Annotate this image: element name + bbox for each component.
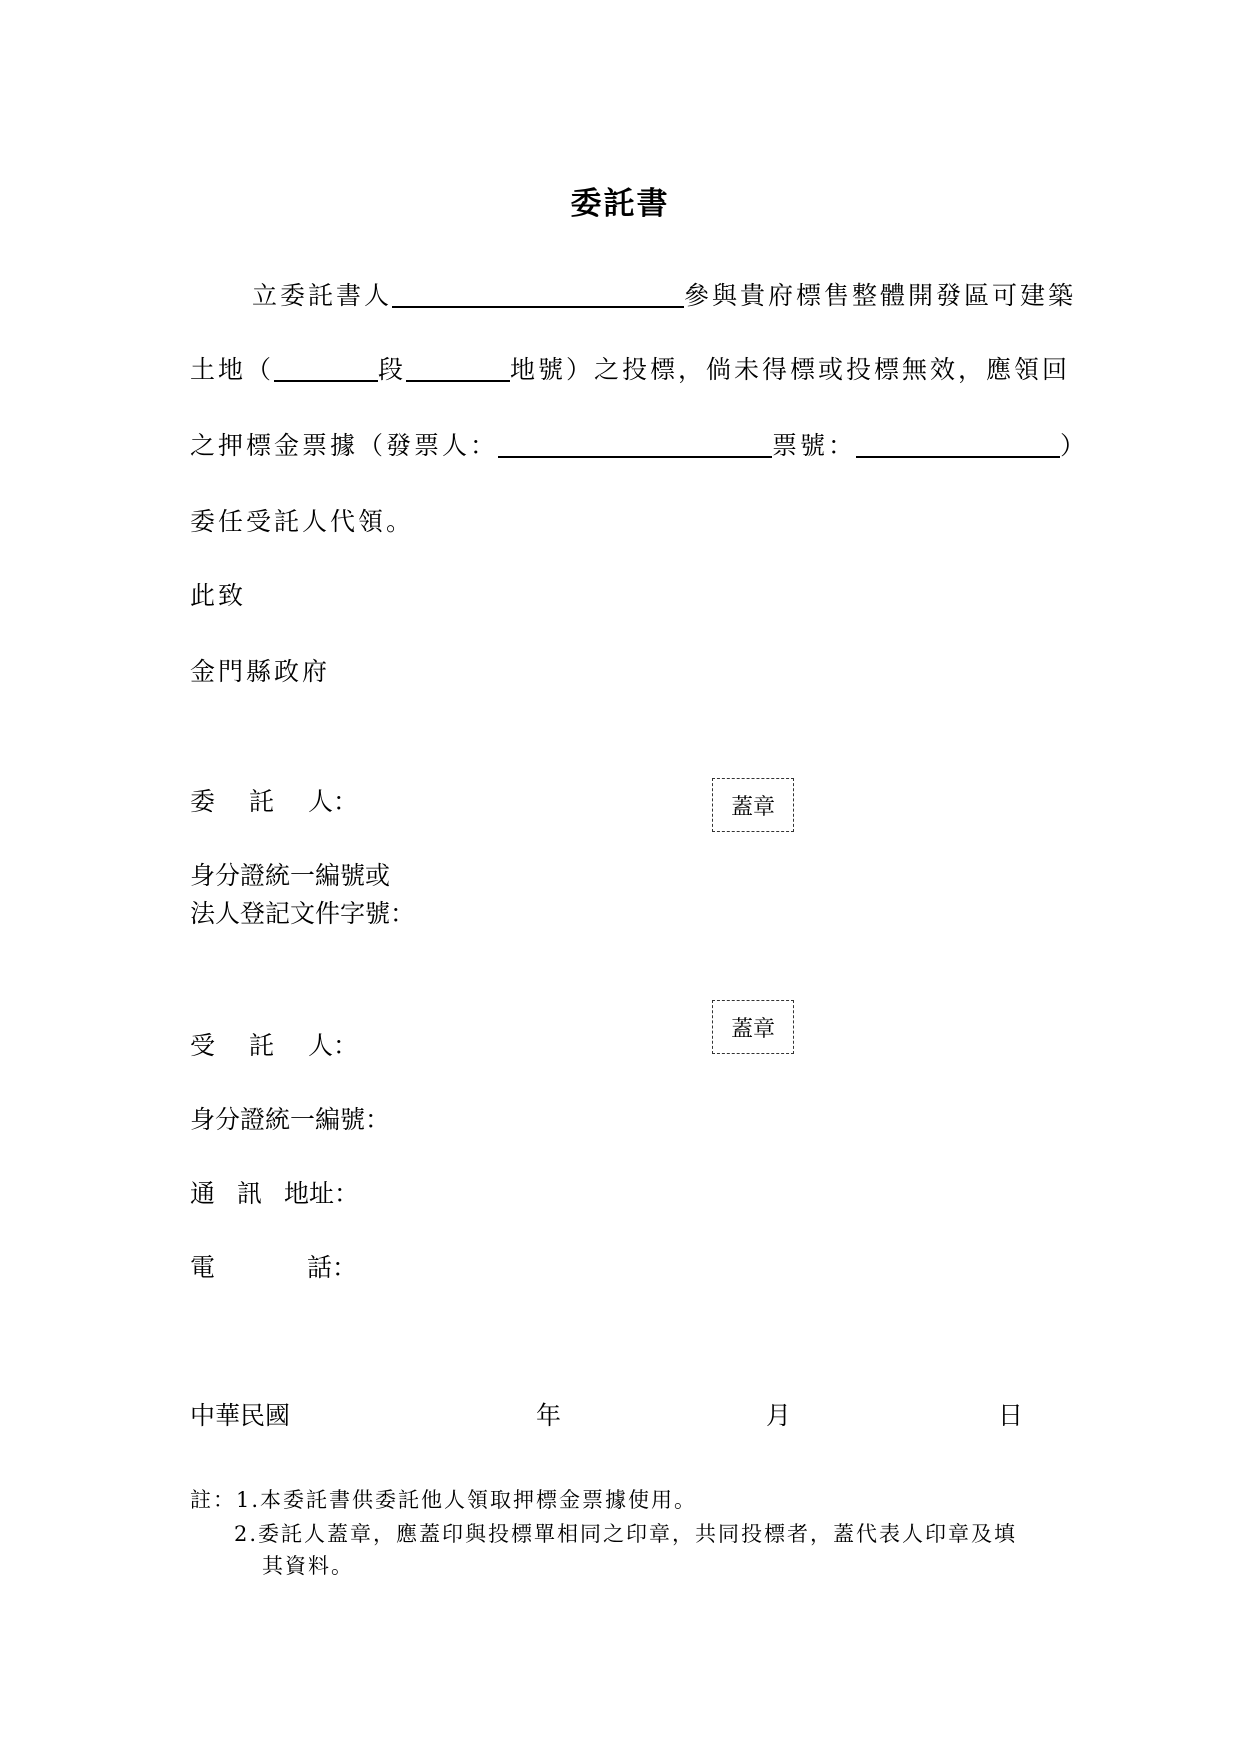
principal-label-char-3: 人： <box>308 787 359 816</box>
drawer-blank[interactable] <box>498 430 772 458</box>
address-char-3: 地址： <box>284 1179 360 1208</box>
address-char-1: 通 <box>190 1179 216 1208</box>
notes-item-1-text: 1.本委託書供委託他人領取押標金票據使用。 <box>236 1488 698 1512</box>
address-char-2: 訊 <box>237 1179 263 1208</box>
principal-id-label-line-2: 法人登記文件字號： <box>190 899 416 928</box>
agent-id-label: 身分證統一編號： <box>190 1105 391 1134</box>
line2-part-b: 段 <box>378 355 407 384</box>
date-day[interactable]: 日 <box>998 1401 1024 1430</box>
line1-suffix: 參與貴府標售整體開發區可建築 <box>684 281 1077 310</box>
line3-part-a: 之押標金票據（發票人： <box>190 431 499 460</box>
land-section-blank[interactable] <box>274 354 378 382</box>
principal-label-char-2: 託 <box>249 787 275 816</box>
date-year[interactable]: 年 <box>536 1401 562 1430</box>
principal-name-blank[interactable] <box>392 280 684 308</box>
line1-prefix: 立委託書人 <box>252 281 393 310</box>
land-number-blank[interactable] <box>406 354 510 382</box>
paragraph-line-3 <box>190 426 1088 462</box>
agent-label-char-2: 託 <box>249 1031 275 1060</box>
agent-phone-label <box>190 1248 357 1284</box>
line2-part-c: 地號）之投標，倘未得標或投標無效，應領回 <box>510 355 1071 384</box>
line2-part-a: 土地（ <box>190 355 275 384</box>
notes-item-2-line-2: 其資料。 <box>262 1554 354 1578</box>
date-month[interactable]: 月 <box>766 1401 792 1430</box>
paragraph-line-4: 委任受託人代領。 <box>190 507 415 536</box>
salutation: 此致 <box>190 581 247 610</box>
principal-label <box>190 782 358 818</box>
phone-char-2: 話： <box>307 1253 358 1282</box>
recipient: 金門縣政府 <box>190 657 331 686</box>
agent-label <box>190 1026 358 1062</box>
paragraph-line-1 <box>252 276 1076 312</box>
phone-char-1: 電 <box>190 1253 216 1282</box>
principal-label-char-1: 委 <box>190 787 216 816</box>
principal-stamp-box[interactable]: 蓋章 <box>712 778 794 832</box>
line3-part-b: 票號： <box>772 431 857 460</box>
principal-id-label-line-1: 身分證統一編號或 <box>190 861 391 890</box>
agent-label-char-3: 人： <box>308 1031 359 1060</box>
notes-prefix: 註： <box>190 1488 236 1512</box>
notes-item-2-line-1: 2.委託人蓋章，應蓋印與投標單相同之印章，共同投標者，蓋代表人印章及填 <box>234 1522 1018 1546</box>
agent-address-label <box>190 1174 359 1210</box>
check-number-blank[interactable] <box>856 430 1060 458</box>
notes-item-1 <box>190 1484 697 1514</box>
document-title: 委託書 <box>570 186 670 222</box>
agent-stamp-box[interactable]: 蓋章 <box>712 1000 794 1054</box>
date-era: 中華民國 <box>190 1401 291 1430</box>
agent-label-char-1: 受 <box>190 1031 216 1060</box>
paragraph-line-2 <box>190 350 1070 386</box>
line3-part-c: ） <box>1060 431 1089 460</box>
